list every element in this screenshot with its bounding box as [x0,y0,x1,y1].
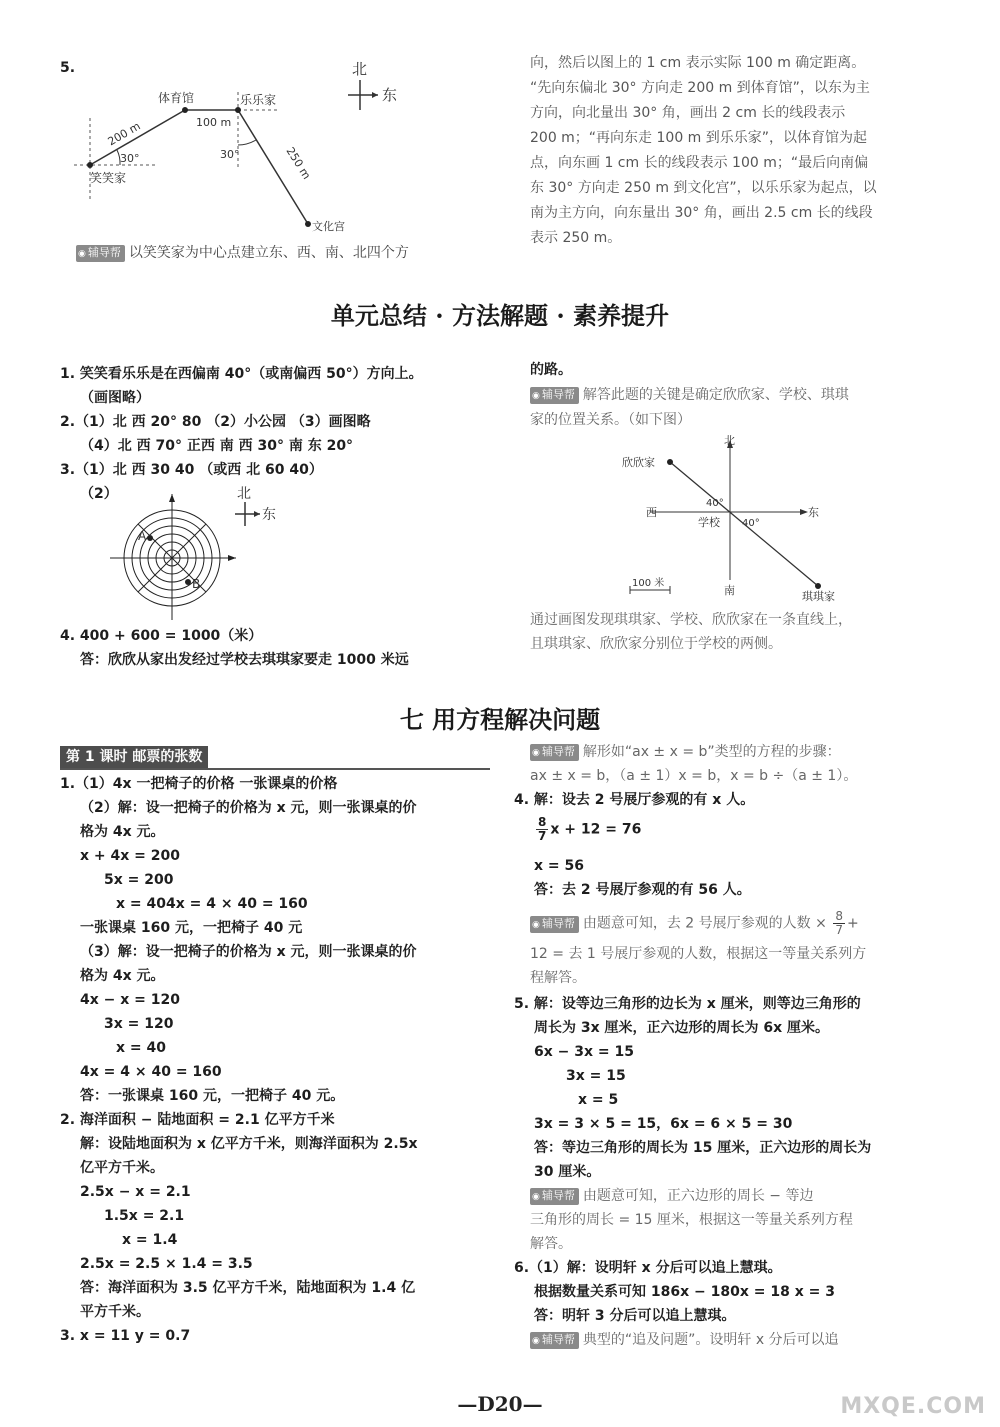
figR-angle-b: 40° [742,518,760,529]
right-line: 方向，向北量出 30° 角，画出 2 cm 长的线段表示 [530,105,846,121]
ch-line: 1.（1）4x 一把椅子的价格 一张课桌的价格 [60,776,338,792]
ch-q6-line: 6.（1）解：设明轩 x 分后可以追上慧琪。 [514,1260,782,1276]
ch-hint2-b: 12 = 去 1 号展厅参观的人数，根据这一等量关系列方 [530,946,867,962]
ch-hint1 [530,742,841,762]
ch-hint4-text: 典型的“追及问题”。设明轩 x 分后可以追 [582,1332,839,1348]
ch-hint2-text: 由题意可知，去 2 号展厅参观的人数 × [582,915,827,932]
fig3-point-b: B [192,577,201,591]
ch-hint1-b: ax ± x = b，（a ± 1）x = b，x = b ÷（a ± 1）。 [530,768,858,784]
hint-tag: ◉ 辅导帮 [530,1188,579,1205]
ch-line: 答：一张课桌 160 元，一把椅子 40 元。 [80,1088,345,1104]
fig5-250m: 250 m [283,144,314,182]
fig5-xiaoxiaojia: 笑笑家 [90,171,127,185]
summary-line: （4）北 西 70° 正西 南 西 30° 南 东 20° [80,438,354,454]
lesson-header [60,746,490,770]
frac-num: 8 [835,909,843,923]
ch-line: 亿平方千米。 [80,1160,164,1176]
frac-den: 7 [538,829,547,843]
summary-line: （2） [80,486,118,502]
ch-q5-line: 30 厘米。 [534,1164,601,1180]
ch-q5-line: x = 5 [578,1092,619,1108]
ch-line: （3）解：设一把椅子的价格为 x 元，则一张课桌的价 [80,944,417,960]
fraction [833,910,845,937]
hint-tag: ◉ 辅导帮 [76,245,125,262]
hint-tag: ◉ 辅导帮 [530,1332,579,1349]
summary-q4-line: 答：欣欣从家出发经过学校去琪琪家要走 1000 米远 [80,652,409,668]
ch-q5-line: 6x − 3x = 15 [534,1044,634,1060]
ch-line: 解：设陆地面积为 x 亿平方千米，则海洋面积为 2.5x [80,1136,418,1152]
figR-west: 西 [646,506,657,519]
ch-hint2 [530,910,859,937]
right-line: “先向东偏北 30° 方向走 200 m 到体育馆”，以东为主 [530,80,870,96]
right-line: 东 30° 方向走 250 m 到文化宫”，以乐乐家为起点，以 [530,180,877,196]
summary-right-after: 通过画图发现琪琪家、学校、欣欣家在一条直线上， [530,612,852,628]
ch-line: 5x = 200 [104,872,174,888]
ch-hint1-text: 解形如“ax ± x = b”类型的方程的步骤： [582,744,841,760]
ch-line: x = 1.4 [122,1232,178,1248]
summary-line: 2.（1）北 西 20° 80 （2）小公园 （3）画图略 [60,414,371,430]
ch-q5-line: 周长为 3x 厘米，正六边形的周长为 6x 厘米。 [534,1020,830,1036]
ch-line: 一张课桌 160 元，一把椅子 40 元 [80,920,303,936]
ch-hint3-text: 由题意可知，正六边形的周长 − 等边 [582,1188,814,1204]
right-line: 200 m；“再向东走 100 m 到乐乐家”，以体育馆为起 [530,130,868,146]
ch-hint2-c: 程解答。 [530,970,586,986]
figR-qiqi: 琪琪家 [802,590,835,603]
figR-scale: 100 米 [632,578,665,589]
fig5-wenhuagong: 文化宫 [312,220,345,233]
fig5-east-label: 东 [382,86,398,104]
fig5-angle-a: 30° [120,152,140,165]
ch-hint4 [530,1330,839,1350]
fig3-point-a: A [138,529,147,543]
watermark: MXQE.COM [840,1394,986,1419]
ch-line: 答：海洋面积为 3.5 亿平方千米，陆地面积为 1.4 亿 [80,1280,416,1296]
ch-hint2-tail: + [846,915,859,932]
ch-hint3 [530,1186,814,1206]
fig5-100m: 100 m [196,116,232,129]
ch-line: 3x = 120 [104,1016,174,1032]
lesson-label: 第 1 课时 邮票的张数 [60,746,208,768]
ch-line: （2）解：设一把椅子的价格为 x 元，则一张课桌的价 [80,800,417,816]
frac-den: 7 [835,923,843,937]
ch-line: x = 40 [116,1040,166,1056]
ch-line: 2.5x = 2.5 × 1.4 = 3.5 [80,1256,253,1272]
hint-tag: ◉ 辅导帮 [530,916,579,933]
polar-grid-figure [110,484,310,624]
ch-q4-eq-rest: x + 12 = 76 [550,821,642,838]
ch-q4-a: 4. 解：设去 2 号展厅参观的有 x 人。 [514,792,755,808]
ch-line: 2.5x − x = 2.1 [80,1184,191,1200]
ch-q6-line: 根据数量关系可知 186x − 180x = 18 x = 3 [534,1284,835,1300]
figR-east: 东 [808,506,819,519]
hint-tag: ◉ 辅导帮 [530,387,579,404]
q5-hint-text: 以笑笑家为中心点建立东、西、南、北四个方 [128,245,409,261]
ch-line: 1.5x = 2.1 [104,1208,185,1224]
summary-line: （画图略） [80,390,150,406]
ch-q5-line: 3x = 3 × 5 = 15，6x = 6 × 5 = 30 [534,1116,793,1132]
ch-q5-line: 答：等边三角形的周长为 15 厘米，正六边形的周长为 [534,1140,872,1156]
school-direction-figure [610,430,850,610]
frac-num: 8 [538,815,547,829]
ch-line: 格为 4x 元。 [80,968,165,984]
q5-hint [76,243,409,263]
direction-figure-5 [60,50,490,250]
figR-school: 学校 [698,516,720,529]
fig5-tiyuguan: 体育馆 [158,91,195,105]
ch-q4-d: 答：去 2 号展厅参观的有 56 人。 [534,882,751,898]
ch-q4-eq [534,816,641,843]
fig3-north-label: 北 [237,486,251,502]
figR-north: 北 [724,434,735,447]
ch-line: x + 4x = 200 [80,848,180,864]
ch-line: x = 404x = 4 × 40 = 160 [116,896,308,912]
ch-q4-c: x = 56 [534,858,584,874]
fraction [536,816,548,843]
figR-south: 南 [724,584,735,597]
ch-line: 4x = 4 × 40 = 160 [80,1064,222,1080]
ch-line: 平方千米。 [80,1304,150,1320]
ch-line: 格为 4x 元。 [80,824,165,840]
hint-tag: ◉ 辅导帮 [530,744,579,761]
right-line: 南为主方向，向东量出 30° 角，画出 2.5 cm 长的线段 [530,205,873,221]
page-number: —D20— [457,1392,543,1416]
ch-q6-line: 答：明轩 3 分后可以追上慧琪。 [534,1308,736,1324]
summary-hint-1 [530,385,849,405]
summary-q4-line: 4. 400 + 600 = 1000（米） [60,628,263,644]
right-line: 表示 250 m。 [530,230,622,246]
summary-line: 3.（1）北 西 30 40 （或西 北 60 40） [60,462,323,478]
chapter-title: 七 用方程解决问题 [399,705,601,734]
ch-line: 2. 海洋面积 − 陆地面积 = 2.1 亿平方千米 [60,1112,335,1128]
summary-hint-2: 家的位置关系。（如下图） [530,412,691,428]
summary-right-first: 的路。 [530,362,572,378]
ch-line: 4x − x = 120 [80,992,180,1008]
fig3-east-label: 东 [262,507,276,523]
summary-hint-text: 解答此题的关键是确定欣欣家、学校、琪琪 [582,387,849,403]
ch-q5-line: 5. 解：设等边三角形的边长为 x 厘米，则等边三角形的 [514,996,861,1012]
right-line: 向，然后以图上的 1 cm 表示实际 100 m 确定距离。 [530,55,866,71]
q5-number: 5. [60,60,76,76]
ch-hint3-c: 解答。 [530,1236,572,1252]
ch-line: 3. x = 11 y = 0.7 [60,1328,191,1344]
ch-q5-line: 3x = 15 [566,1068,626,1084]
figR-xinxin: 欣欣家 [622,456,655,469]
fig5-angle-b: 30° [220,148,240,161]
right-line: 点，向东画 1 cm 长的线段表示 100 m；“最后向南偏 [530,155,869,171]
summary-line: 1. 笑笑看乐乐是在西偏南 40°（或南偏西 50°）方向上。 [60,366,423,382]
fig5-north-label: 北 [352,60,368,78]
summary-right-after: 且琪琪家、欣欣家分别位于学校的两侧。 [530,636,782,652]
fig5-200m: 200 m [105,119,143,149]
unit-summary-title: 单元总结 · 方法解题 · 素养提升 [330,301,670,330]
ch-hint3-b: 三角形的周长 = 15 厘米，根据这一等量关系列方程 [530,1212,853,1228]
fig5-lelejia: 乐乐家 [240,93,277,107]
figR-angle-a: 40° [706,498,724,509]
